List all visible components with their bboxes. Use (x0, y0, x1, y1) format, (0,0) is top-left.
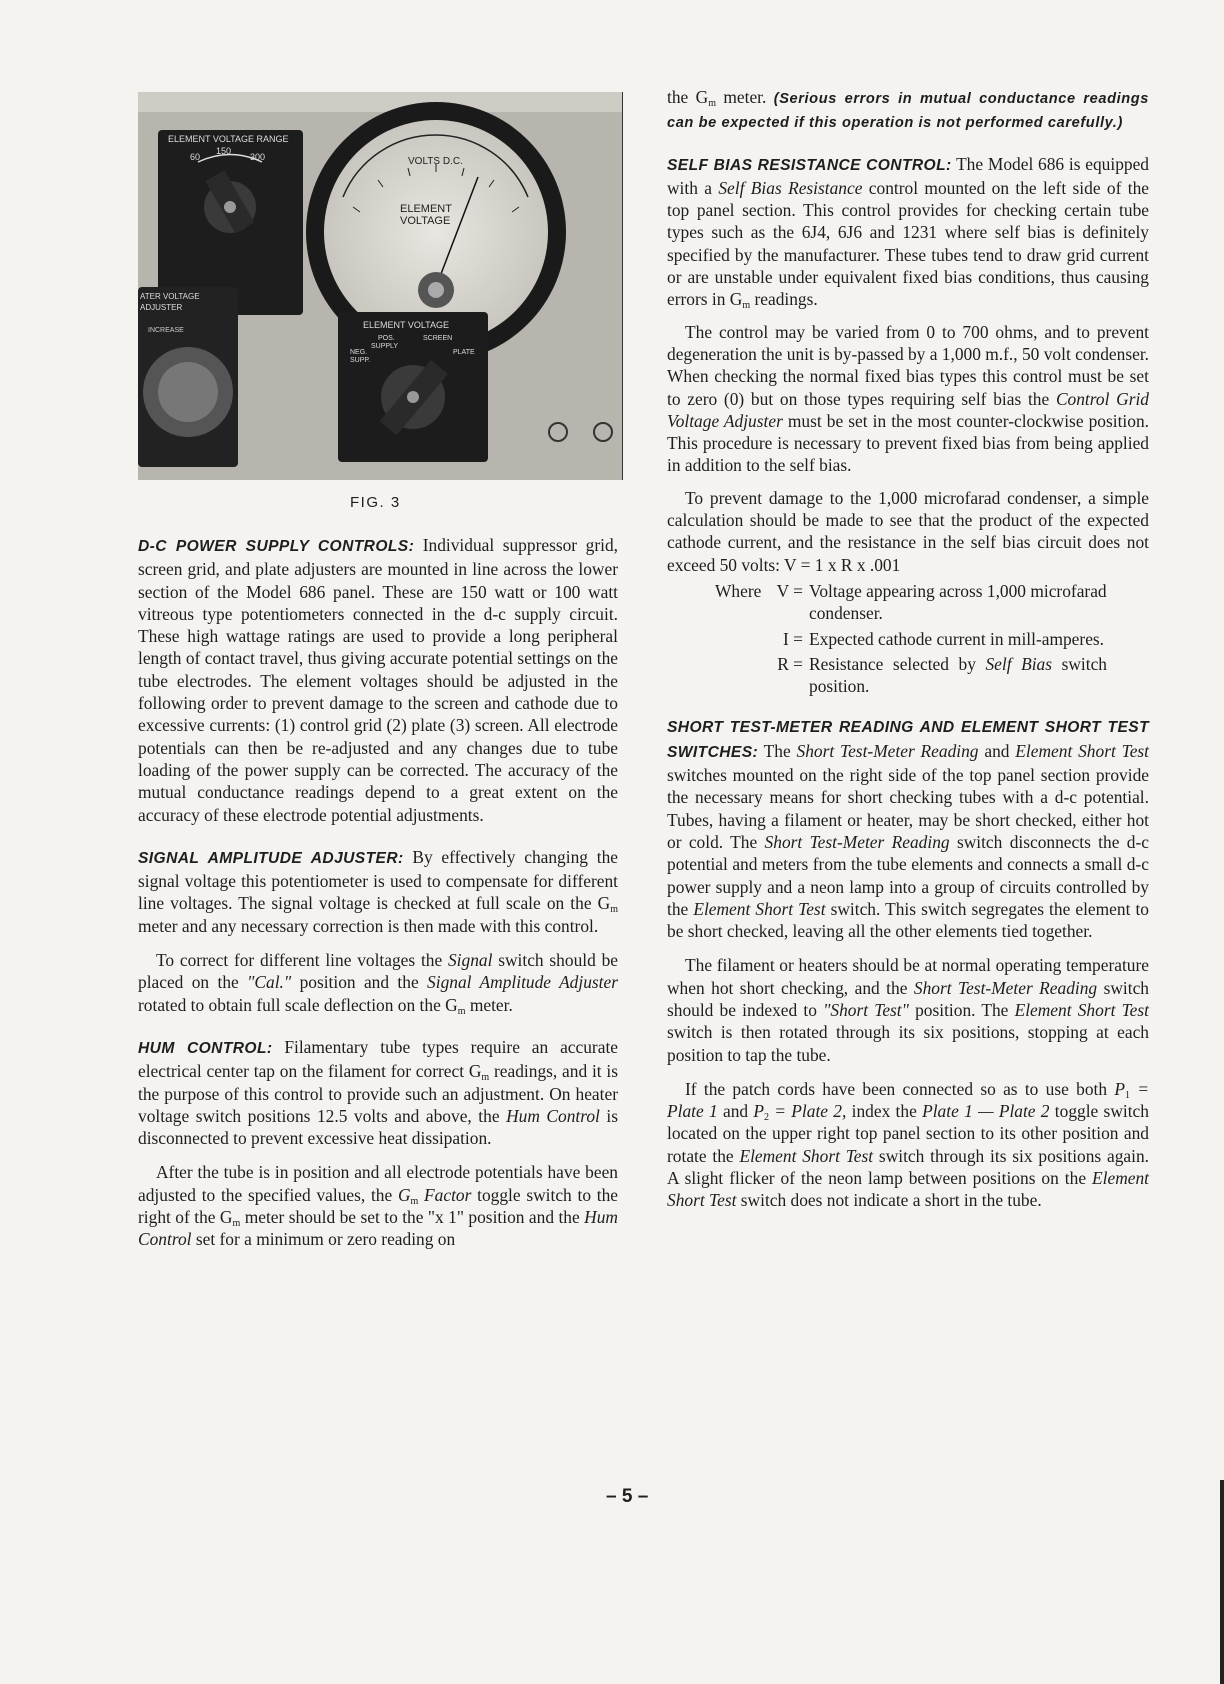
svg-text:ADJUSTER: ADJUSTER (140, 303, 183, 312)
svg-text:ATER VOLTAGE: ATER VOLTAGE (140, 292, 200, 301)
filament-paragraph: The filament or heaters should be at normal operating temperature when hot short checking, and the Short Test-Meter Reading switch should be indexed to "Short Test" position. The Element Short Test switch is then rotated through its six positions, stopping at each position to tap the tube. (667, 955, 1149, 1065)
svg-text:NEG.: NEG. (350, 349, 368, 356)
right-column (667, 86, 1149, 1212)
patch-cords-paragraph: If the patch cords have been connected so as to use both $P_1$ = Plate 1 and $P_2$ = Plate 2, index the Plate 1 — Plate 2 toggle switch located on the upper right top panel section to its other position and rotate the Element Short Test switch through its six positions again. A slight flicker of the neon lamp between positions on the Element Short Test switch does not indicate a short in the tube. (667, 1078, 1149, 1211)
control-paragraph: The control may be varied from 0 to 700 ohms, and to prevent degeneration the unit is by-passed by a 1,000 m.f., 50 volt condenser. When checking the normal fixed bias types this control must be set to zero (0) but on those types requiring self bias the Control Grid Voltage Adjuster must be set in the most counter-clockwise position. This procedure is necessary to prevent fixed bias from being applied in addition to the self bias. (667, 321, 1150, 476)
continuation-paragraph: the $G_m$ meter. (Serious errors in mutual conductance readings can be expected if this operation is not performed carefully.) (667, 87, 1150, 132)
signal-correction-paragraph: To correct for different line voltages the Signal switch should be placed on the "Cal." position and the Signal Amplitude Adjuster rotated to obtain full scale deflection on the $G_m$ meter. (138, 950, 618, 1017)
hum-paragraph: HUM CONTROL: Filamentary tube types require an accurate electrical center tap on the filament for correct $G_m$ readings, and it is the purpose of this control to provide such an adjustment. On heater voltage switch positions 12.5 volts and above, the Hum Control is disconnected to prevent excessive heat dissipation. (138, 1036, 618, 1149)
svg-text:POS.: POS. (378, 335, 395, 342)
dc-power-paragraph: D-C POWER SUPPLY CONTROLS: Individual suppressor grid, screen grid, and plate adjusters are mounted in line across the lower section of the Model 686 panel. These are 150 watt or 100 watt vitreous type potentiometers connected in the d-c supply circuit. These high wattage ratings are used to provide a long peripheral length of contact travel, thus giving accurate potential settings on the tube electrodes. The element voltages should be adjusted in the following order to prevent damage to the screen and cathode due to excessive currents: (1) control grid (2) plate (3) screen. All electrode potentials can then be re-adjusted and any changes due to tube loading of the power supply can be corrected. The accuracy of the mutual conductance readings depend to a great extent on the accuracy of these electrode potential adjustments. (138, 535, 618, 825)
svg-text:PLATE: PLATE (453, 349, 475, 356)
where-row-v: Where V = Voltage appearing across 1,000 microfarad condenser. (715, 580, 1107, 624)
where-definitions (667, 580, 1107, 697)
prevent-damage-paragraph: To prevent damage to the 1,000 microfarad condenser, a simple calculation should be made to see that the product of the expected cathode current, and the resistance in the self bias circuit does not exceed 50 volts: V = 1 x R x .001 (667, 487, 1149, 575)
signal-heading: SIGNAL AMPLITUDE ADJUSTER: (138, 849, 404, 867)
where-row-i: I = Expected cathode current in mill-amperes. (783, 628, 1105, 649)
svg-text:ELEMENT VOLTAGE: ELEMENT VOLTAGE (363, 320, 450, 330)
scan-edge (1220, 1480, 1224, 1684)
svg-text:150: 150 (216, 146, 232, 156)
svg-text:INCREASE: INCREASE (148, 327, 184, 334)
self-bias-paragraph: SELF BIAS RESISTANCE CONTROL: The Model 686 is equipped with a Self Bias Resistance control mounted on the left side of the top panel section. This control provides for checking certain tube types such as the 6J4, 6J6 and 1231 where self bias is definitely specified by the manufacturer. These tubes tend to draw grid current or are unstable under equivalent fixed bias conditions, thus causing errors in $G_m$ readings. (667, 153, 1150, 312)
page-number: – 5 – (606, 1486, 649, 1507)
svg-text:60: 60 (190, 152, 201, 162)
svg-text:300: 300 (250, 152, 266, 162)
after-tube-paragraph: After the tube is in position and all electrode potentials have been adjusted to the specified values, the $G_m$ Factor toggle switch to the right of the $G_m$ meter should be set to the "x 1" position and the Hum Control set for a minimum or zero reading on (138, 1162, 618, 1250)
short-test-paragraph: SHORT TEST-METER READING AND ELEMENT SHORT TEST SWITCHES: The Short Test-Meter Reading and Element Short Test switches mounted on the right side of the top panel section provide the necessary means for short checking tubes with a d-c potential. Tubes, having a filament or heater, may be short checked, either hot or cold. The Short Test-Meter Reading switch disconnects the d-c potential and meters from the tube elements and connects a small d-c power supply and a neon lamp into a group of circuits controlled by the Element Short Test switch. This switch segregates the element to be short checked, leaving all the other elements tied together. (667, 719, 1150, 942)
range-plate-label: ELEMENT VOLTAGE RANGE (168, 134, 289, 144)
serious-errors-note: (Serious errors in mutual conductance readings can be expected if this operation is not performed carefully.) (667, 91, 1150, 132)
svg-text:ELEMENT: ELEMENT (400, 203, 452, 215)
signal-paragraph: SIGNAL AMPLITUDE ADJUSTER: By effectively changing the signal voltage this potentiometer is used to compensate for different line voltages. The signal voltage is checked at full scale on the $G_m$ meter and any necessary correction is then made with this control. (138, 846, 618, 936)
figure-3-photo (138, 92, 623, 480)
svg-text:SCREEN: SCREEN (423, 335, 453, 342)
hum-heading: HUM CONTROL: (138, 1039, 273, 1057)
self-bias-heading: SELF BIAS RESISTANCE CONTROL: (667, 156, 952, 174)
svg-text:SUPP.: SUPP. (350, 357, 371, 364)
dc-power-heading: D-C POWER SUPPLY CONTROLS: (138, 538, 415, 555)
svg-text:VOLTS D.C.: VOLTS D.C. (408, 156, 463, 167)
svg-text:VOLTAGE: VOLTAGE (400, 215, 451, 227)
panel-illustration (138, 92, 623, 480)
left-column (138, 534, 618, 1251)
svg-text:SUPPLY: SUPPLY (371, 343, 399, 350)
short-test-heading: SHORT TEST-METER READING AND ELEMENT SHORT TEST SWITCHES: (667, 719, 1149, 761)
where-row-r: R = Resistance selected by Self Bias switch position. (777, 653, 1107, 697)
figure-caption: FIG. 3 (350, 494, 401, 511)
